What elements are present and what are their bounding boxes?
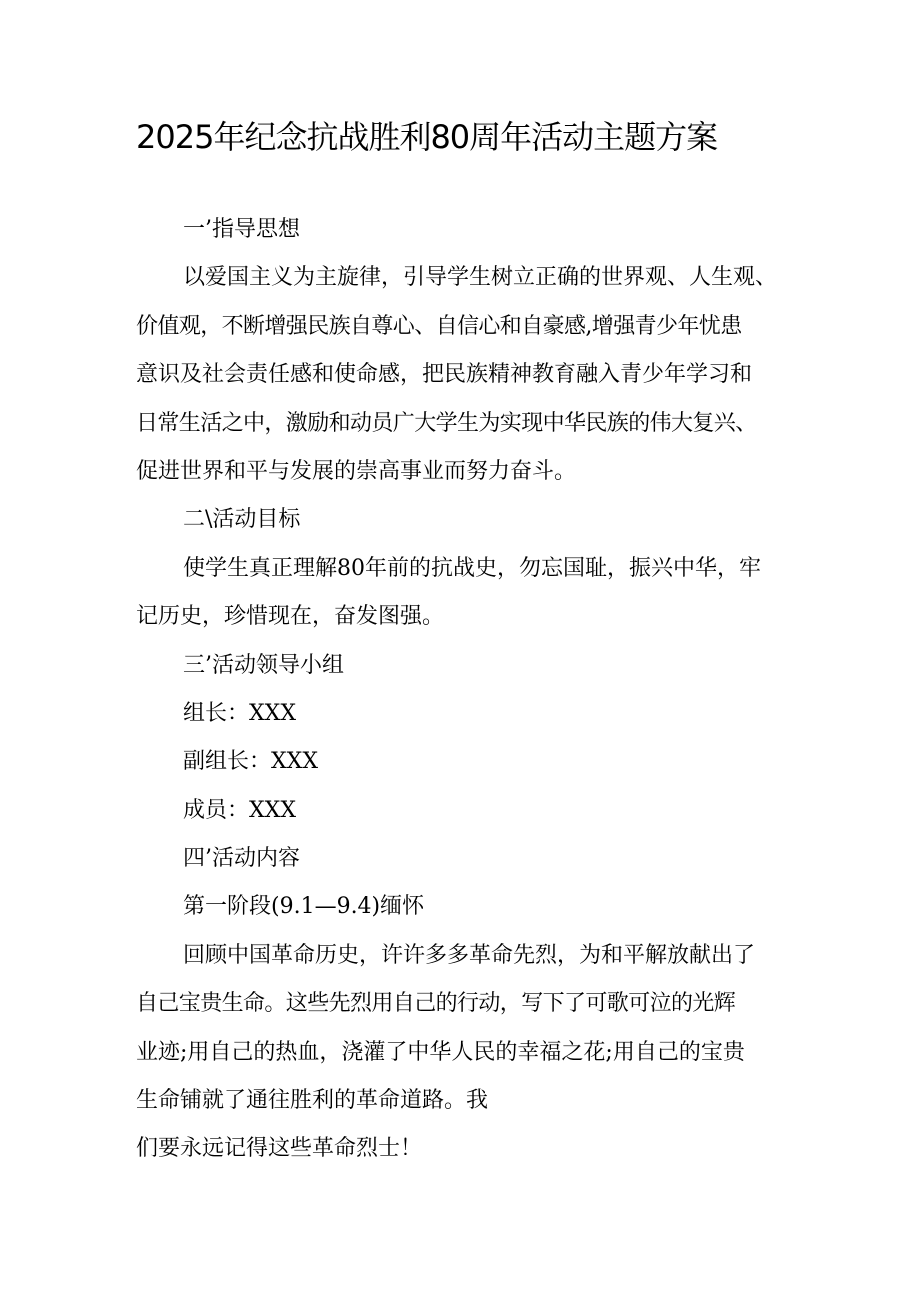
paragraph-line: 以爱国主义为主旋律，引导学生树立正确的世界观、人生观、 bbox=[183, 265, 778, 291]
paragraph-line: 生命铺就了通往胜利的革命道路。我 bbox=[136, 1088, 489, 1114]
section-heading-leadership-group: 三’活动领导小组 bbox=[183, 652, 344, 678]
section-heading-guiding-ideology: 一’指导思想 bbox=[183, 217, 300, 242]
paragraph-line: 日常生活之中，激励和动员广大学生为实现中华民族的伟大复兴、 bbox=[136, 410, 757, 436]
leader-line: 组长：XXX bbox=[183, 700, 296, 726]
paragraph-line: 回顾中国革命历史，许许多多革命先烈，为和平解放献出了 bbox=[183, 942, 756, 968]
paragraph-line: 记历史，珍惜现在，奋发图强。 bbox=[136, 604, 445, 630]
paragraph-line: 自己宝贵生命。这些先烈用自己的行动，写下了可歌可泣的光辉 bbox=[136, 991, 736, 1017]
section-heading-activity-content: 四’活动内容 bbox=[183, 846, 300, 872]
paragraph-line: 业迹;用自己的热血，浇灌了中华人民的幸福之花;用自己的宝贵 bbox=[136, 1039, 745, 1065]
stage-heading-line: 第一阶段(9.1—9.4)缅怀 bbox=[183, 894, 425, 920]
paragraph-line: 促进世界和平与发展的崇高事业而努力奋斗。 bbox=[136, 458, 577, 484]
document-title: 2025年纪念抗战胜利80周年活动主题方案 bbox=[136, 118, 718, 156]
paragraph-line: 价值观，不断增强民族自尊心、自信心和自豪感,增强青少年忧患 bbox=[136, 313, 742, 339]
members-line: 成员：XXX bbox=[183, 797, 296, 823]
document-body bbox=[136, 206, 816, 1174]
deputy-leader-line: 副组长：XXX bbox=[183, 749, 318, 775]
paragraph-line: 意识及社会责任感和使命感，把民族精神教育融入青少年学习和 bbox=[136, 362, 753, 388]
section-heading-activity-goals: 二\活动目标 bbox=[183, 507, 301, 533]
paragraph-line: 使学生真正理解80年前的抗战史，勿忘国耻，振兴中华，牢 bbox=[183, 555, 761, 581]
paragraph-line: 们要永远记得这些革命烈士！ bbox=[136, 1136, 423, 1162]
